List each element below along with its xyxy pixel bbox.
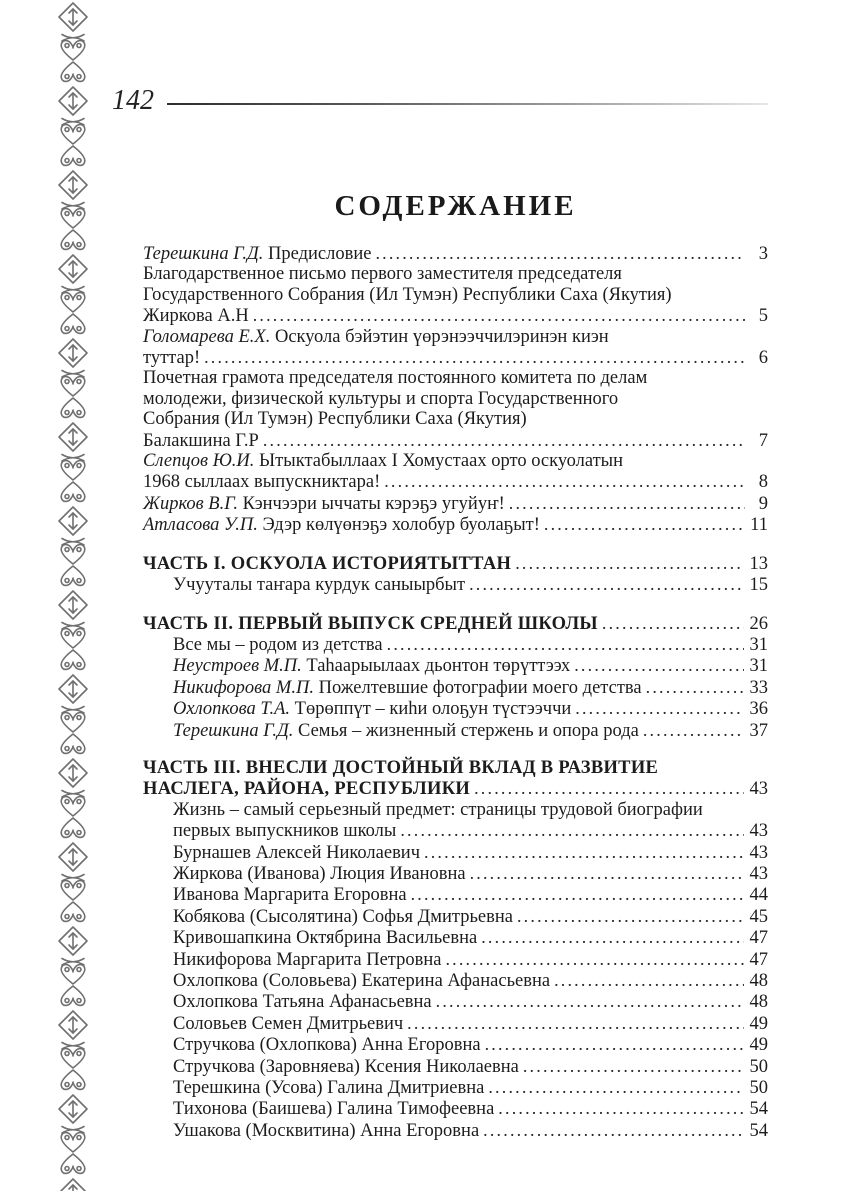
toc-line [143,305,768,326]
page-ref: 43 [749,821,768,842]
toc-line [173,1120,768,1141]
page-ref: 48 [749,971,768,991]
dot-leader [602,613,744,634]
entry-text: Неустроев М.П. Таһаарыылаах дьонтон төрүттээх [173,656,571,677]
entry-text: туттар! [143,348,201,369]
dot-leader [488,1077,743,1098]
toc-entry [143,906,768,927]
entry-text: Стручкова (Заровняева) Ксения Николаевна [173,1056,519,1077]
author-name: Охлопкова Т.А. [173,699,295,720]
toc-line [173,970,768,991]
entry-text: Балакшина Г.Р [143,430,259,451]
dot-leader [498,1098,743,1119]
entry-text: Кобякова (Сысолятина) Софья Дмитрьевна [173,906,513,927]
dot-leader [445,949,743,970]
page-ref: 5 [758,306,768,327]
page-ref: 3 [758,244,768,264]
toc-entry [143,991,768,1012]
toc-line [173,574,768,595]
page-ref: 8 [758,472,768,493]
entry-text: Соловьев Семен Дмитрьевич [173,1013,404,1034]
dot-leader [384,471,745,492]
toc-line [173,634,768,655]
page-title: СОДЕРЖАНИЕ [334,190,577,222]
page-ref: 45 [749,906,768,927]
page-ref: 50 [749,1056,768,1077]
entry-text: Ушакова (Москвитина) Анна Егоровна [173,1120,480,1141]
dot-leader [470,863,744,884]
page-ref: 50 [749,1078,768,1099]
toc-entry [143,720,768,741]
toc-entry [143,758,768,800]
page-number: 142 [112,85,154,116]
entry-text: Иванова Маргарита Егоровна [173,885,407,906]
toc-line [173,677,768,698]
toc-entry [143,1098,768,1119]
page-ref: 49 [749,1035,768,1056]
page-ref: 36 [749,699,768,720]
toc-entry [143,553,768,574]
toc-entry [143,368,768,451]
author-name: Терешкина Г.Д. [173,720,298,741]
page-ref: 33 [749,677,768,698]
entry-text: Жирков В.Г. Кэнчээри ыччаты кэрэҕэ угуйуҥ! [143,493,505,514]
author-name: Никифорова М.П. [173,677,319,698]
dot-leader [375,243,745,264]
table-of-contents [143,243,768,1141]
entry-text: Тихонова (Баишева) Галина Тимофеевна [173,1099,495,1120]
entry-text: первых выпускников школы [173,821,397,842]
author-name: Атласова У.П. [143,515,263,536]
entry-text: Государственного Собрания (Ил Тумэн) Республики Саха (Якутия) [143,284,672,305]
entry-text: Охлопкова Т.А. Төрөппүт – киһи олоҕун түстээччи [173,699,572,720]
dot-leader [411,884,744,905]
page-ref: 15 [749,575,768,596]
dot-leader [407,1013,743,1034]
toc-line [143,758,768,778]
entry-text: ЧАСТЬ I. ОСКУОЛА ИСТОРИЯТЫТТАН [143,553,512,574]
toc-line [143,243,768,264]
toc-line [173,991,768,1012]
entry-text: Почетная грамота председателя постоянного комитета по делам [143,368,648,389]
page-ref: 26 [749,613,768,634]
toc-line [143,347,768,368]
toc-line [173,949,768,970]
entry-text: Никифорова Маргарита Петровна [173,949,442,970]
toc-entry [143,655,768,676]
ornament-border-left [54,0,92,1191]
entry-text: Терешкина (Усова) Галина Дмитриевна [173,1078,485,1099]
entry-text: Атласова У.П. Эдэр көлүөнэҕэ холобур буолаҕыт! [143,515,540,536]
entry-text: Охлопкова Татьяна Афанасьевна [173,992,432,1013]
page-ref: 54 [749,1099,768,1120]
page-ref: 6 [758,348,768,369]
page-ref: 43 [749,779,768,800]
toc-entry [143,698,768,719]
toc-line [173,1056,768,1077]
page-ref: 48 [749,992,768,1013]
dot-leader [387,634,744,655]
toc-entry [143,613,768,634]
toc-line [143,778,768,799]
toc-line [143,613,768,634]
author-name: Слепцов Ю.И. [143,451,260,472]
dot-leader [474,778,743,799]
toc-entry [143,243,768,264]
toc-line [173,842,768,863]
dot-leader [253,305,745,326]
page-ref: 47 [749,928,768,949]
toc-line [143,493,768,514]
entry-text: Бурнашев Алексей Николаевич [173,842,421,863]
dot-leader [204,347,745,368]
dot-leader [483,1120,743,1141]
entry-text: Терешкина Г.Д. Предисловие [143,244,372,264]
page-ref: 13 [749,553,768,574]
entry-text: Учууталы таҥара курдук саныырбыт [173,575,466,596]
page-ref: 54 [749,1120,768,1141]
toc-line [143,553,768,574]
dot-leader [523,1056,744,1077]
toc-line [143,327,768,347]
dot-leader [263,430,745,451]
dot-leader [436,991,744,1012]
entry-text: Охлопкова (Соловьева) Екатерина Афанасьевна [173,971,551,991]
toc-line [143,409,768,429]
toc-line [173,1013,768,1034]
dot-leader [575,698,743,719]
entry-text: Жизнь – самый серьезный предмет: страницы трудовой биографии [173,799,703,820]
toc-line [173,800,768,820]
author-name: Голомарева Е.Х. [143,326,275,347]
page-ref: 9 [758,493,768,514]
toc-line [143,285,768,305]
page-ref: 43 [749,842,768,863]
toc-entry [143,1120,768,1141]
toc-entry [143,884,768,905]
toc-line [173,1098,768,1119]
dot-leader [554,970,743,991]
entry-text: Терешкина Г.Д. Семья – жизненный стержень и опора рода [173,720,639,741]
toc-entry [143,327,768,369]
toc-entry [143,970,768,991]
toc-entry [143,677,768,698]
toc-line [173,655,768,676]
entry-text: Собрания (Ил Тумэн) Республики Саха (Якутия) [143,409,527,430]
toc-line [173,863,768,884]
toc-section [143,553,768,596]
toc-entry [143,264,768,326]
entry-text: Жиркова (Иванова) Люция Ивановна [173,863,466,884]
toc-entry [143,863,768,884]
toc-entry [143,493,768,514]
page-header [112,86,768,116]
toc-entry [143,800,768,842]
toc-line [173,1034,768,1055]
author-name: Жирков В.Г. [143,493,243,514]
toc-line [143,471,768,492]
toc-entry [143,634,768,655]
page-ref: 44 [749,885,768,906]
dot-leader [424,842,743,863]
toc-entry [143,1077,768,1098]
page-ref: 49 [749,1013,768,1034]
toc-entry [143,949,768,970]
toc-line [143,368,768,388]
header-rule [167,103,768,105]
entry-text: Стручкова (Охлопкова) Анна Егоровна [173,1035,481,1056]
page-ref: 7 [758,430,768,451]
toc-entry [143,574,768,595]
toc-line [143,264,768,284]
entry-text: молодежи, физической культуры и спорта Государственного [143,388,619,409]
page-ref: 31 [749,656,768,677]
page-ref: 37 [749,720,768,741]
toc-entry [143,927,768,948]
toc-section [143,243,768,536]
author-name: Неустроев М.П. [173,656,307,677]
entry-text: Благодарственное письмо первого заместителя председателя [143,264,622,285]
entry-text: 1968 сыллаах выпускниктара! [143,472,381,493]
page-ref: 11 [750,515,768,536]
dot-leader [509,493,745,514]
dot-leader [469,574,743,595]
entry-text: ЧАСТЬ II. ПЕРВЫЙ ВЫПУСК СРЕДНЕЙ ШКОЛЫ [143,613,598,634]
toc-entry [143,1034,768,1055]
toc-line [173,698,768,719]
dot-leader [515,553,743,574]
page-ref: 47 [749,949,768,970]
dot-leader [646,677,744,698]
toc-section [143,758,768,1141]
dot-leader [643,720,744,741]
toc-line [143,514,768,535]
toc-entry [143,842,768,863]
entry-text: Жиркова А.Н [143,306,249,327]
toc-line [173,884,768,905]
toc-entry [143,514,768,535]
dot-leader [481,927,743,948]
entry-text: Все мы – родом из детства [173,634,383,655]
dot-leader [485,1034,744,1055]
entry-text: Кривошапкина Октябрина Васильевна [173,928,478,949]
toc-entry [143,1013,768,1034]
entry-text: Слепцов Ю.И. Ытыктабыллаах I Хомустаах орто оскуолатын [143,451,624,472]
toc-entry [143,1056,768,1077]
toc-line [173,906,768,927]
entry-text: Голомарева Е.Х. Оскуола бэйэтин үөрэнээччилэринэн киэн [143,326,609,347]
page-ref: 31 [749,634,768,655]
entry-text: НАСЛЕГА, РАЙОНА, РЕСПУБЛИКИ [143,779,471,800]
page-ref: 43 [749,863,768,884]
toc-line [173,1077,768,1098]
dot-leader [574,655,743,676]
toc-line [143,451,768,471]
toc-line [173,820,768,841]
toc-line [173,927,768,948]
dot-leader [517,906,744,927]
dot-leader [544,514,744,535]
toc-section [143,613,768,741]
dot-leader [400,820,743,841]
toc-entry [143,451,768,493]
entry-text: Никифорова М.П. Пожелтевшие фотографии моего детства [173,677,642,698]
toc-line [143,430,768,451]
toc-line [173,720,768,741]
toc-line [143,389,768,409]
entry-text: ЧАСТЬ III. ВНЕСЛИ ДОСТОЙНЫЙ ВКЛАД В РАЗВИТИЕ [143,757,659,778]
author-name: Терешкина Г.Д. [143,244,268,264]
